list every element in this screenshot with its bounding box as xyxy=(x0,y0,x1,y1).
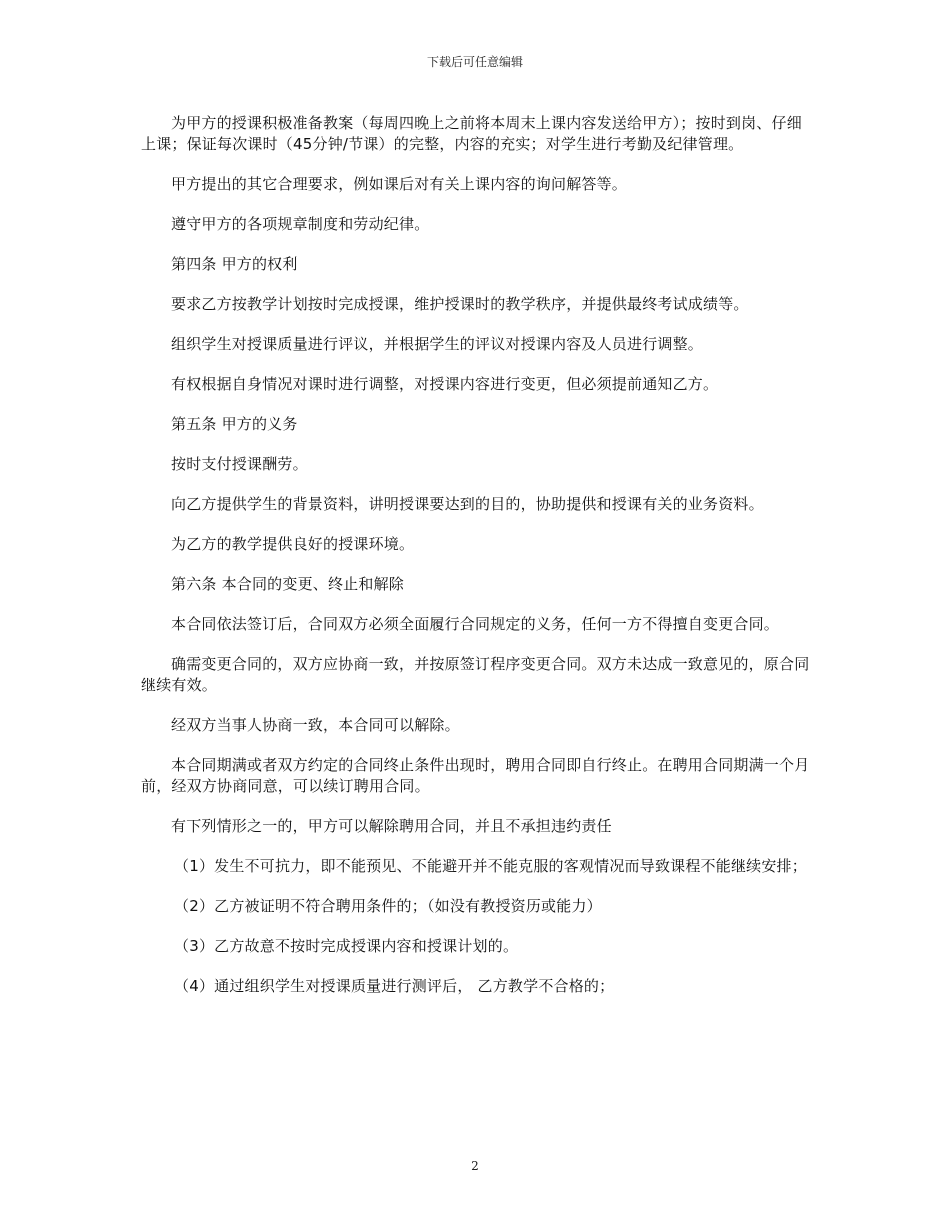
paragraph-party-a-duty-1: 按时支付授课酬劳。 xyxy=(171,455,308,473)
paragraph-teacher-duties: 为甲方的授课积极准备教案（每周四晚上之前将本周末上课内容发送给甲方）；按时到岗、仔细上课；保证每次课时（45分钟/节课）的完整，内容的充实；对学生进行考勤及纪律管理。 xyxy=(141,114,802,153)
paragraph-party-a-duty-3: 为乙方的教学提供良好的授课环境。 xyxy=(171,535,415,553)
list-item: （4）通过组织学生对授课质量进行测评后， 乙方教学不合格的； xyxy=(174,977,615,995)
paragraph-dismissal-conditions: 有下列情形之一的，甲方可以解除聘用合同，并且不承担违约责任 xyxy=(171,817,612,835)
paragraph-other-requirements: 甲方提出的其它合理要求，例如课后对有关上课内容的询问解答等。 xyxy=(171,175,628,193)
document-body xyxy=(141,113,811,1016)
page-number: 2 xyxy=(471,1159,479,1173)
paragraph-party-a-right-2: 组织学生对授课质量进行评议，并根据学生的评议对授课内容及人员进行调整。 xyxy=(171,335,704,353)
list-item: （2）乙方被证明不符合聘用条件的；（如没有教授资历或能力） xyxy=(174,897,602,915)
article-5-heading: 第五条 甲方的义务 xyxy=(171,415,298,433)
paragraph-contract-change: 确需变更合同的，双方应协商一致，并按原签订程序变更合同。双方未达成一致意见的，原合同继续有效。 xyxy=(141,655,810,694)
page-header: 下载后可任意编辑 xyxy=(426,55,523,69)
paragraph-contract-termination: 经双方当事人协商一致，本合同可以解除。 xyxy=(171,716,460,734)
paragraph-contract-expiry: 本合同期满或者双方约定的合同终止条件出现时，聘用合同即自行终止。在聘用合同期满一个月前，经双方协商同意，可以续订聘用合同。 xyxy=(141,756,810,795)
paragraph-rules-compliance: 遵守甲方的各项规章制度和劳动纪律。 xyxy=(171,215,430,233)
list-item: （3）乙方故意不按时完成授课内容和授课计划的。 xyxy=(174,937,519,955)
list-item: （1）发生不可抗力，即不能预见、不能避开并不能克服的客观情况而导致课程不能继续安排； xyxy=(174,857,807,875)
paragraph-party-a-right-3: 有权根据自身情况对课时进行调整，对授课内容进行变更，但必须提前通知乙方。 xyxy=(171,375,719,393)
paragraph-contract-binding: 本合同依法签订后，合同双方必须全面履行合同规定的义务，任何一方不得擅自变更合同。 xyxy=(171,615,780,633)
paragraph-party-a-right-1: 要求乙方按教学计划按时完成授课，维护授课时的教学秩序，并提供最终考试成绩等。 xyxy=(171,295,749,313)
paragraph-party-a-duty-2: 向乙方提供学生的背景资料，讲明授课要达到的目的，协助提供和授课有关的业务资料。 xyxy=(171,495,764,513)
article-4-heading: 第四条 甲方的权利 xyxy=(171,255,298,273)
article-6-heading: 第六条 本合同的变更、终止和解除 xyxy=(171,575,404,593)
